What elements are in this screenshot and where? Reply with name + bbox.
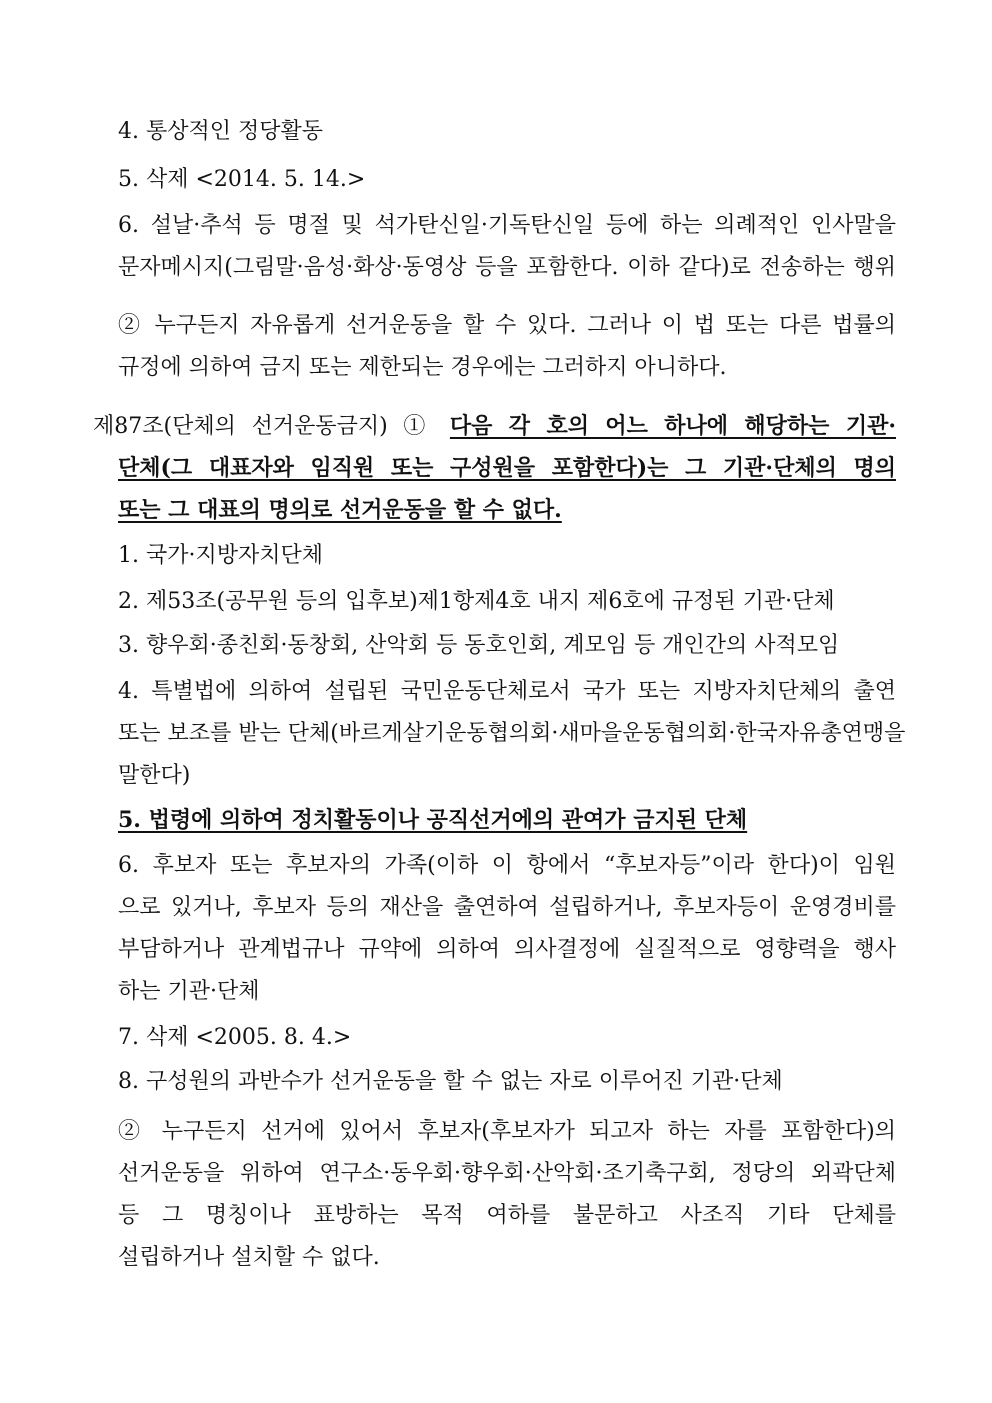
item87-8: 8. 구성원의 과반수가 선거운동을 할 수 없는 자로 이루어진 기관·단체 (118, 1069, 783, 1094)
item87-6-line-1: 6. 후보자 또는 후보자의 가족(이하 이 항에서 “후보자등”이라 한다)이 임원 (118, 853, 896, 878)
item87-6-line-3: 부담하거나 관계법규나 규약에 의하여 의사결정에 실질적으로 영향력을 행사 (118, 937, 896, 962)
paragraph-2-line-2: 규정에 의하여 금지 또는 제한되는 경우에는 그러하지 아니하다. (118, 355, 727, 380)
article-87-heading-line (93, 412, 896, 441)
article-87-paragraph-2-line-1: ② 누구든지 선거에 있어서 후보자(후보자가 되고자 하는 자를 포함한다)의 (118, 1119, 896, 1144)
article-87-lead-bold: 다음 각 호의 어느 하나에 해당하는 기관· (449, 413, 896, 439)
item-5-line: 5. 삭제 <2014. 5. 14.> (118, 167, 366, 192)
article-87-line-2: 단체(그 대표자와 임직원 또는 구성원을 포함한다)는 그 기관·단체의 명의 (118, 455, 896, 481)
item-4-line: 4. 통상적인 정당활동 (118, 119, 323, 144)
item87-4-line-1: 4. 특별법에 의하여 설립된 국민운동단체로서 국가 또는 지방자치단체의 출연 (118, 679, 896, 704)
item87-4-line-3: 말한다) (118, 763, 191, 788)
item87-1: 1. 국가·지방자치단체 (118, 543, 323, 568)
item87-4-line-2: 또는 보조를 받는 단체(바르게살기운동협의회·새마을운동협의회·한국자유총연맹을 (118, 721, 906, 746)
item87-6-line-4: 하는 기관·단체 (118, 979, 260, 1004)
item87-5: 5. 법령에 의하여 정치활동이나 공직선거에의 관여가 금지된 단체 (118, 807, 748, 833)
article-87-heading: 제87조(단체의 선거운동금지) ① (93, 414, 450, 439)
item-6-line-1: 6. 설날·추석 등 명절 및 석가탄신일·기독탄신일 등에 하는 의례적인 인사말을 (118, 213, 896, 238)
article-87-paragraph-2-line-4: 설립하거나 설치할 수 없다. (118, 1245, 380, 1270)
article-87-paragraph-2-line-3: 등 그 명칭이나 표방하는 목적 여하를 불문하고 사조직 기타 단체를 (118, 1203, 896, 1228)
article-87-line-3: 또는 그 대표의 명의로 선거운동을 할 수 없다. (118, 497, 562, 523)
article-87-paragraph-2-line-2: 선거운동을 위하여 연구소·동우회·향우회·산악회·조기축구회, 정당의 외곽단체 (118, 1161, 896, 1186)
paragraph-2-line-1: ② 누구든지 자유롭게 선거운동을 할 수 있다. 그러나 이 법 또는 다른 법률의 (118, 313, 896, 338)
item87-6-line-2: 으로 있거나, 후보자 등의 재산을 출연하여 설립하거나, 후보자등이 운영경비를 (118, 895, 896, 920)
item87-7: 7. 삭제 <2005. 8. 4.> (118, 1025, 352, 1050)
item87-2: 2. 제53조(공무원 등의 입후보)제1항제4호 내지 제6호에 규정된 기관·단체 (118, 589, 835, 614)
item87-3: 3. 향우회·종친회·동창회, 산악회 등 동호인회, 계모임 등 개인간의 사적모임 (118, 633, 840, 658)
item-6-line-2: 문자메시지(그림말·음성·화상·동영상 등을 포함한다. 이하 같다)로 전송하는 행위 (118, 255, 896, 280)
